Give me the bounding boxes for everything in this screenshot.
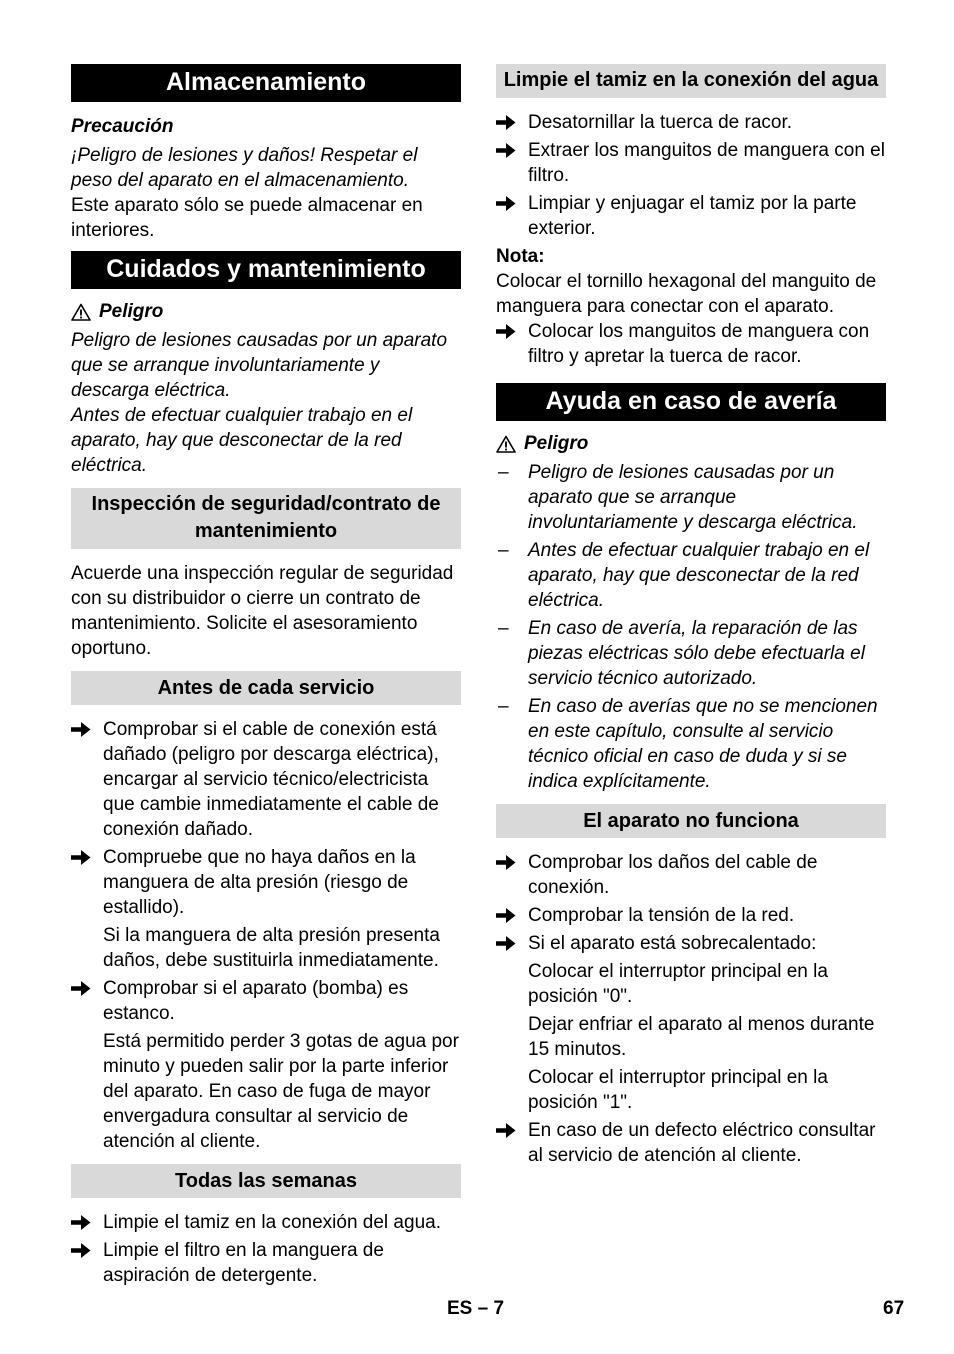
list-item: Limpie el tamiz en la conexión del agua.: [71, 1210, 461, 1235]
before-service-note-1: Si la manguera de alta presión presenta daños, debe sustituirla inmediatamente.: [103, 925, 440, 971]
arrow-right-icon: [496, 935, 516, 952]
page-number: 67: [883, 1298, 905, 1319]
list-item: Comprobar la tensión de la red.: [496, 903, 886, 928]
arrow-right-icon: [496, 195, 516, 212]
list-item: Limpiar y enjuagar el tamiz por la parte exterior.: [496, 191, 886, 241]
warning-triangle-icon: [496, 435, 516, 453]
subsection-title-before-service: Antes de cada servicio: [71, 671, 461, 705]
danger-text-2: Antes de efectuar cualquier trabajo en el aparato, hay que desconectar de la red eléctrica.: [71, 405, 413, 476]
subsection-title-inspection: Inspección de seguridad/contrato de mantenimiento: [71, 488, 461, 549]
arrow-right-icon: [71, 721, 91, 738]
arrow-right-icon: [496, 907, 516, 924]
caution-text: ¡Peligro de lesiones y daños! Respetar el peso del aparato en el almacenamiento.: [71, 145, 418, 191]
before-service-note-2: Está permitido perder 3 gotas de agua por minuto y pueden salir por la parte inferior del aparato. En caso de fuga de mayor envergadura consultar al servicio de atención al cliente.: [103, 1031, 459, 1152]
section-title-fault: Ayuda en caso de avería: [496, 383, 886, 421]
arrow-right-icon: [71, 849, 91, 866]
list-item: – En caso de avería, la reparación de las piezas eléctricas sólo debe efectuarla el servicio técnico autorizado.: [498, 618, 865, 689]
danger-label: Peligro: [524, 433, 589, 454]
overheat-step-2: Dejar enfriar el aparato al menos durante 15 minutos.: [528, 1014, 875, 1060]
list-item: Comprobar si el cable de conexión está dañado (peligro por descarga eléctrica), encargar al servicio técnico/electricista que cambie inmediatamente el cable de conexión dañado.: [71, 717, 461, 842]
left-column: [71, 64, 461, 1291]
dash-bullet: –: [498, 462, 509, 483]
arrow-right-icon: [71, 1242, 91, 1259]
subsection-title-weekly: Todas las semanas: [71, 1164, 461, 1198]
list-item: Limpie el filtro en la manguera de aspiración de detergente.: [71, 1238, 461, 1288]
list-item: – Peligro de lesiones causadas por un aparato que se arranque involuntariamente y descarga eléctrica.: [498, 462, 858, 533]
danger-list: [496, 460, 886, 794]
danger-label: Peligro: [99, 301, 164, 322]
weekly-list: [71, 1210, 461, 1288]
list-item: Si el aparato está sobrecalentado:: [496, 931, 886, 956]
arrow-right-icon: [496, 854, 516, 871]
list-item: – En caso de averías que no se mencionen en este capítulo, consulte al servicio técnico oficial en caso de duda y si se indica explícitamente.: [498, 696, 878, 792]
note-text: Colocar el tornillo hexagonal del manguito de manguera para conectar con el aparato.: [496, 271, 877, 317]
section-title-care: Cuidados y mantenimiento: [71, 251, 461, 289]
right-column: [496, 64, 886, 1171]
dash-bullet: –: [498, 696, 509, 717]
inspection-text: Acuerde una inspección regular de seguridad con su distribuidor o cierre un contrato de mantenimiento. Solicite el asesoramiento oportuno.: [71, 563, 454, 659]
danger-text-1: Peligro de lesiones causadas por un aparato que se arranque involuntariamente y descarga eléctrica.: [71, 330, 448, 401]
footer-section-code: ES – 7: [447, 1298, 505, 1319]
list-item: – Antes de efectuar cualquier trabajo en el aparato, hay que desconectar de la red eléctrica.: [498, 540, 870, 611]
strainer-list: [496, 110, 886, 241]
danger-heading: [71, 299, 461, 324]
arrow-right-icon: [71, 980, 91, 997]
storage-text: Este aparato sólo se puede almacenar en interiores.: [71, 195, 423, 241]
dash-bullet: –: [498, 540, 509, 561]
before-service-list: [71, 717, 461, 920]
note-label: Nota:: [496, 246, 545, 267]
warning-triangle-icon: [71, 303, 91, 321]
danger-heading: [496, 431, 886, 456]
caution-label: Precaución: [71, 116, 174, 137]
section-title-storage: Almacenamiento: [71, 64, 461, 102]
not-working-list: [496, 850, 886, 956]
overheat-step-3: Colocar el interruptor principal en la posición "1".: [528, 1067, 828, 1113]
list-item: Extraer los manguitos de manguera con el filtro.: [496, 138, 886, 188]
arrow-right-icon: [496, 1122, 516, 1139]
list-item: Compruebe que no haya daños en la manguera de alta presión (riesgo de estallido).: [71, 845, 461, 920]
arrow-right-icon: [496, 323, 516, 340]
arrow-right-icon: [496, 114, 516, 131]
list-item: Comprobar los daños del cable de conexión.: [496, 850, 886, 900]
list-item: Comprobar si el aparato (bomba) es estanco.: [71, 976, 461, 1026]
overheat-step-1: Colocar el interruptor principal en la posición "0".: [528, 961, 828, 1007]
list-item: Desatornillar la tuerca de racor.: [496, 110, 886, 135]
subsection-title-strainer: Limpie el tamiz en la conexión del agua: [496, 64, 886, 98]
subsection-title-not-working: El aparato no funciona: [496, 804, 886, 838]
list-item: Colocar los manguitos de manguera con filtro y apretar la tuerca de racor.: [496, 319, 886, 369]
arrow-right-icon: [496, 142, 516, 159]
arrow-right-icon: [71, 1214, 91, 1231]
dash-bullet: –: [498, 618, 509, 639]
list-item: En caso de un defecto eléctrico consultar al servicio de atención al cliente.: [496, 1118, 886, 1168]
